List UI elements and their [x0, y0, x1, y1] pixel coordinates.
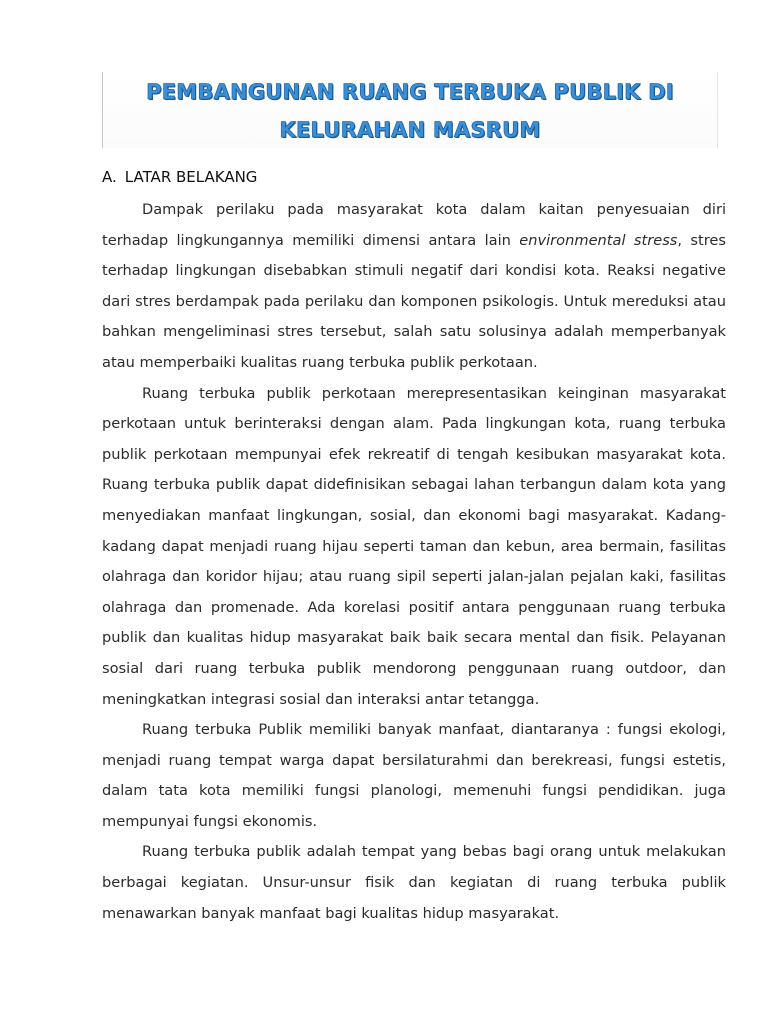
section-heading-text: LATAR BELAKANG [124, 168, 258, 186]
paragraph-2: Ruang terbuka publik perkotaan merepresentasikan keinginan masyarakat perkotaan untuk berinteraksi dengan alam. Pada lingkungan kota, ruang terbuka publik perkotaan mempunyai efek rekreatif di tengah kesibukan masyarakat kota. Ruang terbuka publik dapat didefinisikan sebagai lahan terbangun dalam kota yang menyediakan manfaat lingkungan, sosial, dan ekonomi bagi masyarakat. Kadang-kadang dapat menjadi ruang hijau seperti taman dan kebun, area bermain, fasilitas olahraga dan koridor hijau; atau ruang sipil seperti jalan-jalan pejalan kaki, fasilitas olahraga dan promenade. Ada korelasi positif antara penggunaan ruang terbuka publik dan kualitas hidup masyarakat baik baik secara mental dan fisik. Pelayanan sosial dari ruang terbuka publik mendorong penggunaan ruang outdoor, dan meningkatkan integrasi sosial dan interaksi antar tetangga. [102, 384, 726, 708]
section-heading [102, 168, 257, 186]
paragraph-1-part-1: Dampak perilaku pada masyarakat kota dalam kaitan penyesuaian diri terhadap lingkungannya memiliki dimensi antara lain [102, 201, 726, 249]
paragraph-3: Ruang terbuka Publik memiliki banyak manfaat, diantaranya : fungsi ekologi, menjadi ruang tempat warga dapat bersilaturahmi dan berekreasi, fungsi estetis, dalam tata kota memiliki fungsi planologi, memenuhi fungsi pendidikan. juga mempunyai fungsi ekonomis. [102, 721, 726, 830]
document-title-line-2: KELURAHAN MASRUM [279, 118, 541, 142]
title-box [102, 72, 718, 148]
paragraph-1-part-2: , stres terhadap lingkungan disebabkan stimuli negatif dari kondisi kota. Reaksi negative dari stres berdampak pada perilaku dan komponen psikologis. Untuk mereduksi atau bahkan mengeliminasi stres tersebut, salah satu solusinya adalah memperbanyak atau memperbaiki kualitas ruang terbuka publik perkotaan. [102, 231, 726, 371]
paragraph-4: Ruang terbuka publik adalah tempat yang bebas bagi orang untuk melakukan berbagai kegiatan. Unsur-unsur fisik dan kegiatan di ruang terbuka publik menawarkan banyak manfaat bagi kualitas hidup masyarakat. [102, 843, 726, 922]
document-title-line-1: PEMBANGUNAN RUANG TERBUKA PUBLIK DI [146, 80, 674, 104]
paragraph-1 [102, 195, 726, 379]
paragraph-1-emphasis: environmental stress [519, 231, 678, 249]
section-letter: A. [102, 168, 117, 186]
body-text [102, 195, 726, 929]
